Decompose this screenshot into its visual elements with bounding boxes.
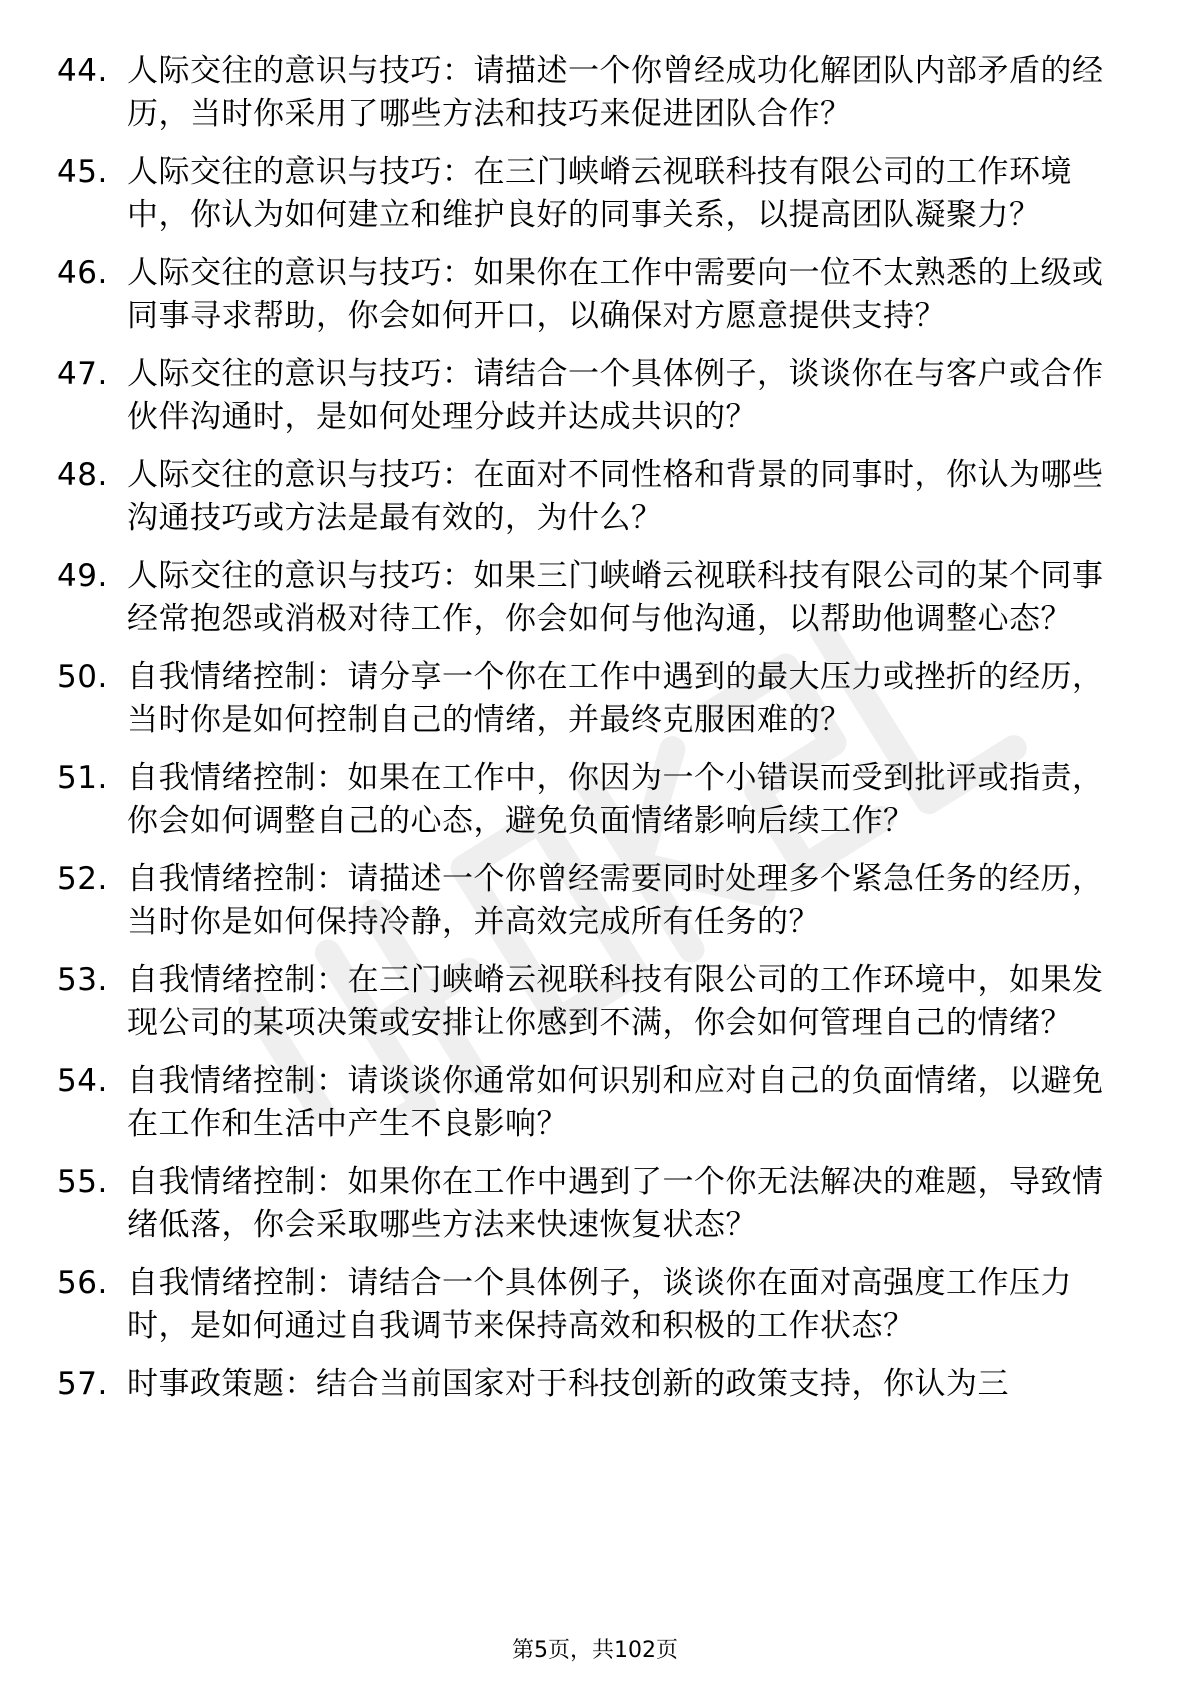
- question-text: 自我情绪控制：如果在工作中，你因为一个小错误而受到批评或指责，你会如何调整自己的心态，避免负面情绪影响后续工作？: [127, 760, 1104, 839]
- question-number: 55.: [57, 1164, 108, 1200]
- question-item: [57, 454, 1127, 540]
- question-item: [57, 1262, 1127, 1348]
- question-number: 51.: [57, 760, 108, 796]
- question-item: [57, 757, 1127, 843]
- question-text: 人际交往的意识与技巧：请描述一个你曾经成功化解团队内部矛盾的经历，当时你采用了哪些方法和技巧来促进团队合作？: [127, 53, 1104, 132]
- question-number: 46.: [57, 255, 108, 291]
- question-number: 47.: [57, 356, 108, 392]
- question-text: 人际交往的意识与技巧：如果三门峡嵴云视联科技有限公司的某个同事经常抱怨或消极对待工作，你会如何与他沟通，以帮助他调整心态？: [127, 558, 1104, 637]
- question-list: [57, 50, 1127, 1421]
- question-text: 自我情绪控制：请谈谈你通常如何识别和应对自己的负面情绪，以避免在工作和生活中产生不良影响？: [127, 1063, 1104, 1142]
- question-number: 49.: [57, 558, 108, 594]
- question-text: 自我情绪控制：请结合一个具体例子，谈谈你在面对高强度工作压力时，是如何通过自我调节来保持高效和积极的工作状态？: [127, 1265, 1072, 1344]
- question-item: [57, 1363, 1127, 1406]
- question-text: 自我情绪控制：在三门峡嵴云视联科技有限公司的工作环境中，如果发现公司的某项决策或安排让你感到不满，你会如何管理自己的情绪？: [127, 962, 1104, 1041]
- question-number: 44.: [57, 53, 108, 89]
- question-text: 人际交往的意识与技巧：请结合一个具体例子，谈谈你在与客户或合作伙伴沟通时，是如何处理分歧并达成共识的？: [127, 356, 1104, 435]
- question-text: 人际交往的意识与技巧：在面对不同性格和背景的同事时，你认为哪些沟通技巧或方法是最有效的，为什么？: [127, 457, 1104, 536]
- question-item: [57, 1161, 1127, 1247]
- question-number: 57.: [57, 1366, 108, 1402]
- question-number: 54.: [57, 1063, 108, 1099]
- question-item: [57, 656, 1127, 742]
- question-item: [57, 50, 1127, 136]
- question-item: [57, 353, 1127, 439]
- question-number: 45.: [57, 154, 108, 190]
- question-text: 自我情绪控制：请分享一个你在工作中遇到的最大压力或挫折的经历，当时你是如何控制自己的情绪，并最终克服困难的？: [127, 659, 1104, 738]
- question-item: [57, 555, 1127, 641]
- question-text: 时事政策题：结合当前国家对于科技创新的政策支持，你认为三: [127, 1366, 1009, 1402]
- question-number: 56.: [57, 1265, 108, 1301]
- question-item: [57, 959, 1127, 1045]
- question-text: 人际交往的意识与技巧：如果你在工作中需要向一位不太熟悉的上级或同事寻求帮助，你会如何开口，以确保对方愿意提供支持？: [127, 255, 1104, 334]
- question-number: 48.: [57, 457, 108, 493]
- question-text: 自我情绪控制：请描述一个你曾经需要同时处理多个紧急任务的经历，当时你是如何保持冷静，并高效完成所有任务的？: [127, 861, 1104, 940]
- question-text: 自我情绪控制：如果你在工作中遇到了一个你无法解决的难题，导致情绪低落，你会采取哪些方法来快速恢复状态？: [127, 1164, 1104, 1243]
- question-number: 53.: [57, 962, 108, 998]
- page-footer: 第5页，共102页: [512, 1638, 678, 1663]
- question-item: [57, 858, 1127, 944]
- question-item: [57, 151, 1127, 237]
- question-number: 50.: [57, 659, 108, 695]
- question-text: 人际交往的意识与技巧：在三门峡嵴云视联科技有限公司的工作环境中，你认为如何建立和维护良好的同事关系，以提高团队凝聚力？: [127, 154, 1072, 233]
- question-item: [57, 252, 1127, 338]
- question-number: 52.: [57, 861, 108, 897]
- question-item: [57, 1060, 1127, 1146]
